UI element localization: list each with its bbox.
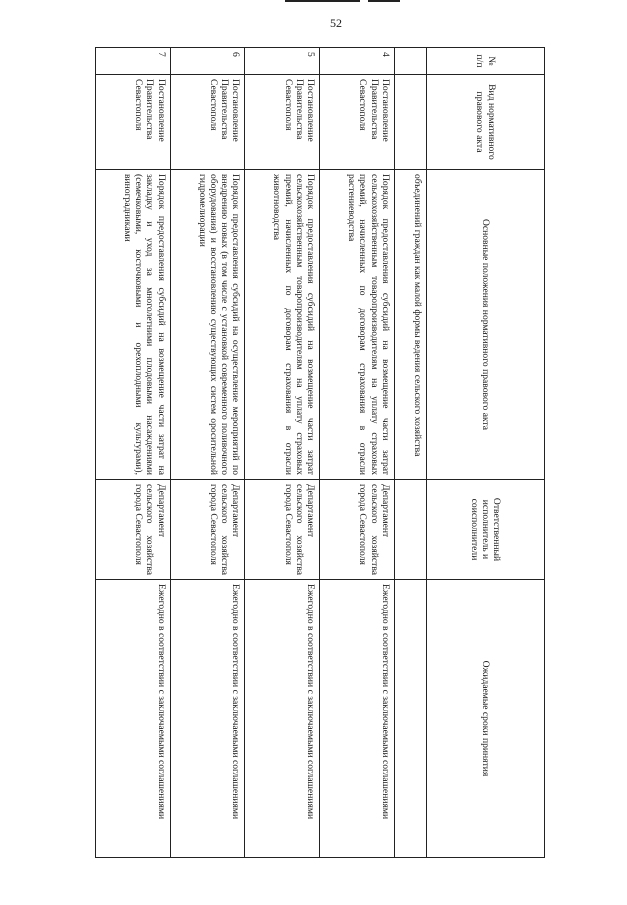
executor-text: Департамент сельского хозяйства города Севастополя <box>170 480 245 580</box>
table-row <box>245 48 320 858</box>
executor-text: Департамент сельского хозяйства города Севастополя <box>245 480 320 580</box>
act-type: Постановление Правительства Севастополя <box>245 75 320 170</box>
row-number: 6 <box>170 48 245 75</box>
header-executor: Ответственный исполнитель и соисполнители <box>427 480 545 580</box>
header-provisions: Основные положения нормативного правового акта <box>427 170 545 480</box>
act-type: Постановление Правительства Севастополя <box>170 75 245 170</box>
scan-artifact <box>368 0 400 2</box>
executor-text: Департамент сельского хозяйства города Севастополя <box>96 480 171 580</box>
table-rotation-frame <box>95 47 545 857</box>
executor-text: Департамент сельского хозяйства города Севастополя <box>320 480 395 580</box>
header-num: № п/п <box>427 48 545 75</box>
header-deadline: Ожидаемые сроки принятия <box>427 580 545 858</box>
provisions-text: Порядок предоставления субсидий на возмещение части затрат сельскохозяйственным товаропроизводителям на уплату страховых премий, начисленных по договорам страхования в отрасли животноводства <box>245 170 320 480</box>
legal-acts-table <box>95 47 545 858</box>
cell-act-type <box>395 75 427 170</box>
scan-artifact <box>285 0 360 2</box>
provisions-text: Порядок предоставления субсидий на осуществление мероприятий по внедрению новых (в том числе с установкой современного поливочного оборудования) и восстановлению существующих систем оросительной гидромелиорации <box>170 170 245 480</box>
act-type: Постановление Правительства Севастополя <box>96 75 171 170</box>
row-number: 5 <box>245 48 320 75</box>
provisions-text: Порядок предоставления субсидий на возмещение части затрат на закладку и уход за многолетними плодовыми насаждениями (семечковыми, косточковыми и орехоплодными культурами), виноградниками <box>96 170 171 480</box>
table-row <box>320 48 395 858</box>
table-row <box>96 48 171 858</box>
table-row <box>170 48 245 858</box>
header-act-type: Вид нормативного правового акта <box>427 75 545 170</box>
act-type: Постановление Правительства Севастополя <box>320 75 395 170</box>
rotated-table-container <box>95 47 545 857</box>
cell-provisions: объединений граждан как малой формы ведения сельского хозяйства <box>395 170 427 480</box>
cell-executor <box>395 480 427 580</box>
deadline-text: Ежегодно в соответствии с заключаемыми соглашениями <box>96 580 171 858</box>
deadline-text: Ежегодно в соответствии с заключаемыми соглашениями <box>320 580 395 858</box>
page-number: 52 <box>330 16 342 30</box>
row-number: 4 <box>320 48 395 75</box>
header-row <box>427 48 545 858</box>
cell-num <box>395 48 427 75</box>
deadline-text: Ежегодно в соответствии с заключаемыми соглашениями <box>170 580 245 858</box>
deadline-text: Ежегодно в соответствии с заключаемыми соглашениями <box>245 580 320 858</box>
row-number: 7 <box>96 48 171 75</box>
provisions-text: Порядок предоставления субсидий на возмещение части затрат сельскохозяйственным товаропроизводителям на уплату страховых премий, начисленных по договорам страхования в отрасли растениеводства <box>320 170 395 480</box>
cell-deadline <box>395 580 427 858</box>
continuation-row <box>395 48 427 858</box>
